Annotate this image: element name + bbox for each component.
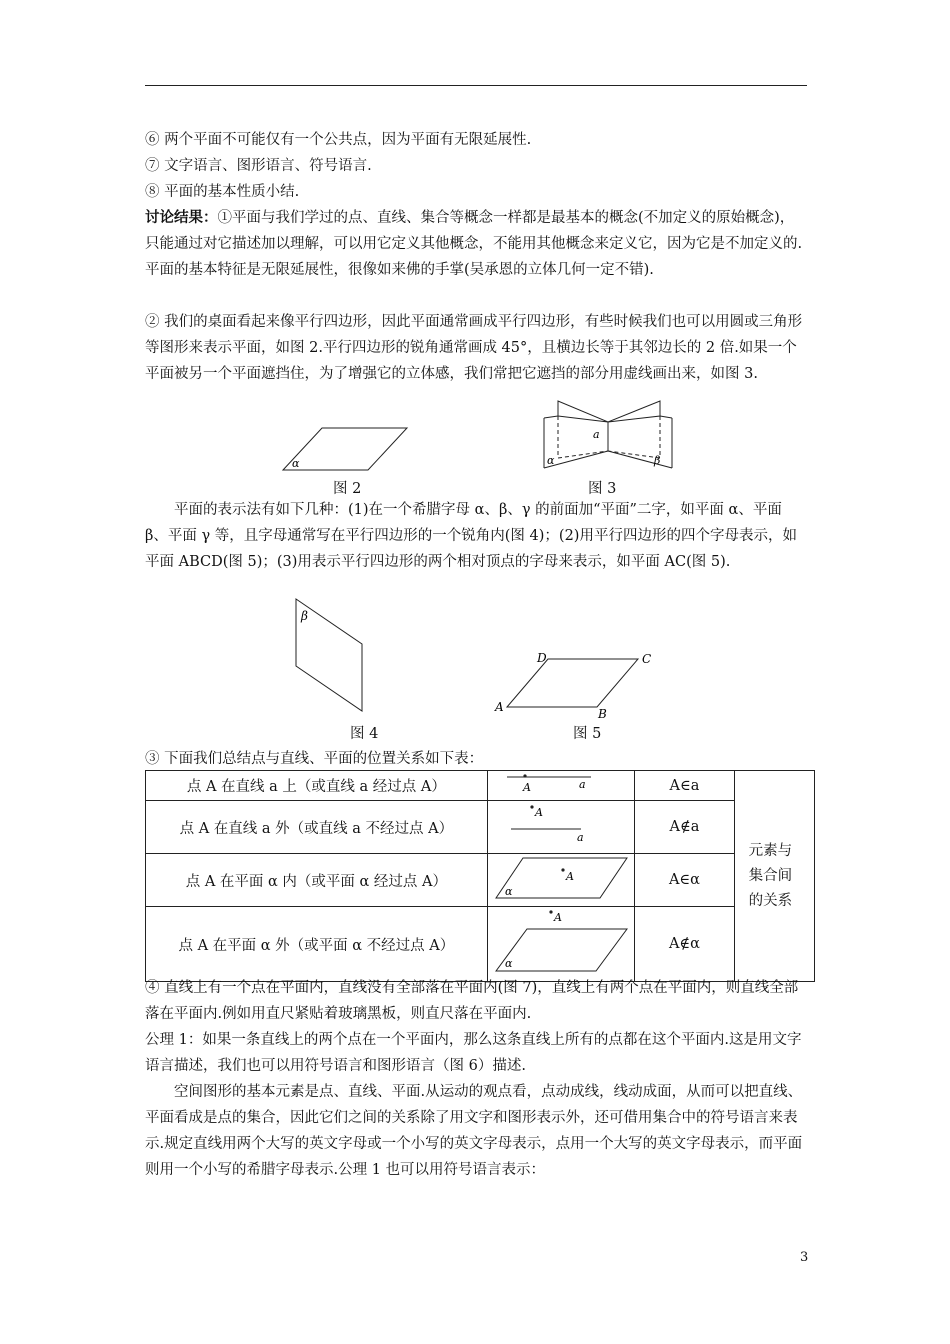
position-relation-table [145, 770, 815, 982]
row-3-description: 点 A 在平面 α 内（或平面 α 经过点 A） [146, 854, 488, 907]
figure-4-label-beta: β [301, 609, 308, 623]
figure-5-parallelogram-abcd [492, 645, 662, 720]
axiom-1-paragraph: 公理 1：如果一条直线上的两个点在一个平面内，那么这条直线上所有的点都在这个平面内.这是用文字语言描述，我们也可以用符号语言和图形语言（图 6）描述. [145, 1032, 802, 1074]
relation-cell [735, 771, 815, 982]
item-4-paragraph: ④ 直线上有一个点在平面内，直线没有全部落在平面内(图 7)，直线上有两个点在平面内，则直线全部落在平面内.例如用直尺紧贴着玻璃黑板，则直尺落在平面内. [145, 980, 799, 1022]
row-2-symbol: A∉a [634, 801, 735, 854]
row-2-description: 点 A 在直线 a 外（或直线 a 不经过点 A） [146, 801, 488, 854]
table-row [146, 907, 815, 982]
figure-2-caption: 图 2 [333, 481, 362, 497]
table-row [146, 801, 815, 854]
row-4-figure [487, 907, 634, 982]
point-on-line-figure [491, 771, 631, 796]
svg-text:A: A [534, 806, 543, 819]
figure-2-parallelogram [280, 425, 410, 475]
item-7: ⑦ 文字语言、图形语言、符号语言. [145, 158, 372, 174]
svg-text:a: a [576, 831, 584, 844]
figure-4-caption: 图 4 [350, 726, 379, 742]
page-number: 3 [800, 1250, 809, 1265]
figure-5-label-B: B [598, 707, 607, 720]
figure-5-label-D: D [537, 651, 547, 665]
svg-text:A: A [565, 870, 574, 883]
svg-text:A: A [522, 781, 531, 794]
svg-text:a: a [578, 778, 586, 791]
row-3-figure [487, 854, 634, 907]
figure-5-caption: 图 5 [573, 726, 602, 742]
table-row [146, 854, 815, 907]
item-8: ⑧ 平面的基本性质小结. [145, 184, 300, 200]
row-1-description: 点 A 在直线 a 上（或直线 a 经过点 A） [146, 771, 488, 801]
table-intro: ③ 下面我们总结点与直线、平面的位置关系如下表： [145, 751, 484, 767]
figure-5-label-C: C [642, 652, 652, 666]
relation-label: 元素与集合间的关系 [748, 842, 793, 909]
discussion-label: 讨论结果： [145, 209, 218, 226]
closing-paragraph: 空间图形的基本元素是点、直线、平面.从运动的观点看，点动成线，线动成面，从而可以把直线、平面看成是点的集合，因此它们之间的关系除了用文字和图形表示外，还可借用集合中的符号语言来表示.规定直线用两个大写的英文字母或一个小写的英文字母表示，点用一个大写的英文字母表示，而平面则用一个小写的希腊字母表示.公理 1 也可以用符号语言表示： [145, 1084, 803, 1178]
point-off-line-figure [491, 801, 631, 849]
row-1-figure [487, 771, 634, 801]
figure-3-intersecting-planes [538, 396, 678, 474]
row-4-description: 点 A 在平面 α 外（或平面 α 不经过点 A） [146, 907, 488, 982]
row-2-figure [487, 801, 634, 854]
figure-3-label-alpha: α [547, 454, 555, 467]
table-row [146, 771, 815, 801]
figure-2-label-alpha: α [292, 457, 300, 470]
representation-paragraph: 平面的表示法有如下几种：(1)在一个希腊字母 α、β、γ 的前面加“平面”二字，如平面 α、平面 β、平面 γ 等，且字母通常写在平行四边形的一个锐角内(图 4)；(2)用平行四边形的四个字母表示，如平面 ABCD(图 5)；(3)用表示平行四边形的两个相对顶点的字母来表示，如平面 AC(图 5). [145, 502, 797, 570]
row-4-symbol: A∉α [634, 907, 735, 982]
discussion-paragraph-2: ② 我们的桌面看起来像平行四边形，因此平面通常画成平行四边形，有些时候我们也可以用圆或三角形等图形来表示平面，如图 2.平行四边形的锐角通常画成 45°，且横边长等于其邻边长的 2 倍.如果一个平面被另一个平面遮挡住，为了增强它的立体感，我们常把它遮挡的部分用虚线画出来，如图 3. [145, 314, 803, 382]
discussion-text-1: ①平面与我们学过的点、直线、集合等概念一样都是最基本的概念(不加定义的原始概念)，只能通过对它描述加以理解，可以用它定义其他概念，不能用其他概念来定义它，因为它是不加定义的.平面的基本特征是无限延展性，很像如来佛的手掌(吴承恩的立体几何一定不错). [145, 210, 803, 278]
svg-text:A: A [553, 911, 562, 924]
point-out-of-plane-figure [491, 907, 631, 977]
svg-text:α: α [504, 957, 513, 970]
item-6: ⑥ 两个平面不可能仅有一个公共点，因为平面有无限延展性. [145, 132, 532, 148]
discussion-paragraph-1 [145, 205, 807, 283]
point-in-plane-figure [491, 854, 631, 902]
header-rule [145, 85, 807, 86]
row-3-symbol: A∈α [634, 854, 735, 907]
figure-4-parallelogram [292, 596, 372, 716]
svg-text:α: α [504, 885, 513, 898]
figure-3-label-a: a [593, 428, 600, 441]
figure-3-caption: 图 3 [588, 481, 617, 497]
figure-5-label-A: A [495, 700, 504, 714]
row-1-symbol: A∈a [634, 771, 735, 801]
figure-3-label-beta: β [654, 454, 661, 467]
